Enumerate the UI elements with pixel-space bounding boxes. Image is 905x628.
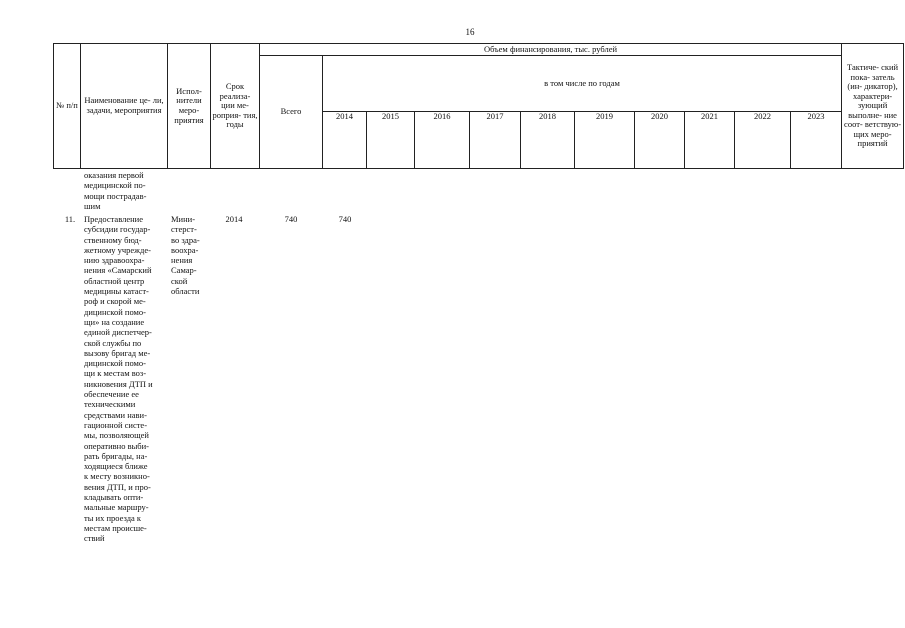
header-year-2019: 2019 [575, 112, 635, 169]
row-11-name-line: субсидии государ- [84, 224, 151, 235]
row-11-name-line: нения «Самарский [84, 265, 152, 276]
header-year-2017: 2017 [470, 112, 521, 169]
row-11-executor-line: стерст- [171, 224, 197, 235]
header-year-2021: 2021 [685, 112, 735, 169]
row-11-executor-line: Самар- [171, 265, 197, 276]
continuation-line: медицинской по- [84, 180, 146, 191]
row-11-name-line: к месту возникно- [84, 471, 150, 482]
header-year-2016: 2016 [415, 112, 470, 169]
row-11-name-line: рать бригады, на- [84, 450, 148, 461]
row-11-name-line: нию здравоохра- [84, 255, 145, 266]
row-11-name-line: вения ДТП, и про- [84, 481, 151, 492]
continuation-line: оказания первой [84, 170, 144, 180]
header-funding-group: Объем финансирования, тыс. рублей [260, 44, 842, 56]
row-11-executor-line: ской [171, 275, 188, 286]
row-11-name-line: техническими [84, 399, 136, 410]
row-11-executor [171, 214, 209, 296]
row-11-name-line: ты их проезда к [84, 512, 142, 523]
row-11-name-line: местам происше- [84, 522, 147, 533]
program-table-header [53, 43, 904, 169]
row-11-name-line: щи» на создание [84, 316, 145, 327]
row-11-name-line: оперативно выби- [84, 440, 150, 451]
row-11-name-line: вызову бригад ме- [84, 347, 151, 358]
header-col-total: Всего [260, 56, 323, 169]
row-11-name-line: дицинской помо- [84, 306, 147, 317]
header-year-2015: 2015 [367, 112, 415, 169]
row-11-name-line: ходящиеся ближе [84, 461, 148, 472]
row-11-total: 740 [284, 214, 298, 224]
page-number: 16 [465, 27, 475, 37]
continuation-line: шим [84, 200, 101, 211]
row-11-executor-line: нения [171, 255, 193, 266]
row-11-name-line: щи к местам воз- [84, 368, 147, 379]
row-11-executor-line: Мини- [171, 214, 196, 224]
header-year-2014: 2014 [323, 112, 367, 169]
row-11-name-line: роф и скорой ме- [84, 296, 146, 307]
row-11-executor-line: области [171, 286, 200, 297]
row-11-name-line: кладывать опти- [84, 492, 144, 503]
header-col-executors: Испол- нители меро- приятия [168, 44, 211, 169]
row-11-name-line: областной центр [84, 275, 145, 286]
row-11-name-line: Предоставление [84, 214, 143, 224]
row-11-name [84, 214, 164, 544]
continuation-line: мощи пострадав- [84, 190, 147, 201]
row-11-number: 11. [64, 214, 76, 224]
header-year-2020: 2020 [635, 112, 685, 169]
row-11-2014: 740 [338, 214, 352, 224]
row-11-name-line: средствами нави- [84, 409, 147, 420]
row-11-name-line: мальные маршру- [84, 502, 149, 513]
row-11-executor-line: воохра- [171, 244, 199, 255]
row-11-name-line: обеспечение ее [84, 389, 139, 400]
row-11-name-line: гационной систе- [84, 419, 148, 430]
row-11-name-line: ской службы по [84, 337, 142, 348]
row-11-term: 2014 [225, 214, 243, 224]
header-by-years: в том числе по годам [323, 56, 842, 112]
row-11-name-line: никновения ДТП и [84, 378, 153, 389]
row-11-name-line: единой диспетчер- [84, 327, 152, 338]
header-col-term: Срок реализа- ции ме- роприя- тия, годы [211, 44, 260, 169]
row-11-name-line: дицинской помо- [84, 358, 147, 369]
header-col-num: № п/п [54, 44, 81, 169]
row-11-name-line: ствий [84, 533, 105, 544]
header-year-2018: 2018 [521, 112, 575, 169]
row-11-executor-line: во здра- [171, 234, 200, 245]
header-year-2023: 2023 [791, 112, 842, 169]
row-11-name-line: медицины катаст- [84, 286, 149, 297]
header-col-name: Наименование це- ли, задачи, мероприятия [81, 44, 168, 169]
row-11-name-line: мы, позволяющей [84, 430, 149, 441]
row-11-name-line: ственному бюд- [84, 234, 142, 245]
row-11-name-line: жетному учрежде- [84, 244, 151, 255]
header-year-2022: 2022 [735, 112, 791, 169]
continuation-text [84, 170, 164, 211]
header-col-indicator: Тактиче- ский пока- затель (ин- дикатор), характери- зующий выполне- ние соот- ветствую- щих меро- приятий [842, 44, 904, 169]
